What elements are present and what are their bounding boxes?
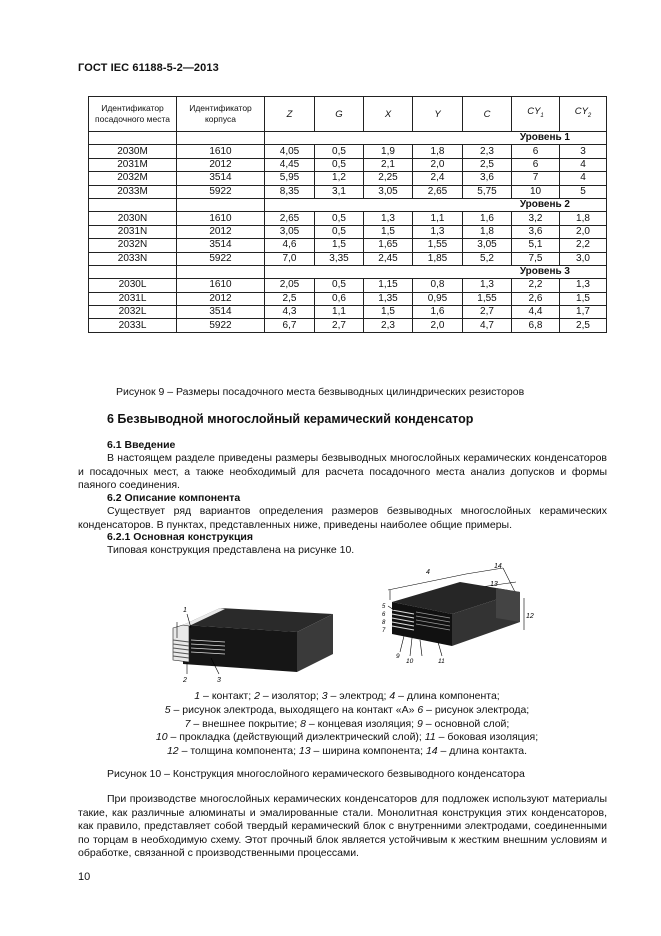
table-cell: 1,5 <box>364 225 413 238</box>
table-cell: 0,5 <box>315 212 364 225</box>
level-blank-cell <box>177 265 265 278</box>
table-cell: 2,4 <box>413 172 463 185</box>
table-cell: 1,3 <box>560 279 607 292</box>
figure-10-caption: Рисунок 10 – Конструкция многослойного керамического безвыводного конденсатора <box>107 768 525 780</box>
table-cell: 4,6 <box>265 239 315 252</box>
table-cell: 7,0 <box>265 252 315 265</box>
header-z: Z <box>265 97 315 132</box>
table-cell: 1,1 <box>413 212 463 225</box>
capacitor-illustration-left <box>165 600 340 685</box>
table-cell: 3,6 <box>512 225 560 238</box>
figure-10-legend <box>112 690 582 759</box>
fig10-label-6: 6 <box>382 612 386 618</box>
table-cell: 1610 <box>177 279 265 292</box>
legend-line <box>112 690 582 704</box>
fig10-label-13: 13 <box>490 581 498 588</box>
table-cell: 2033N <box>89 252 177 265</box>
table-cell: 1,55 <box>413 239 463 252</box>
table-cell: 2,0 <box>413 319 463 332</box>
level-label: Уровень 2 <box>265 198 607 211</box>
table-cell: 0,6 <box>315 292 364 305</box>
table-row <box>89 252 607 265</box>
fig10-label-10: 10 <box>406 658 414 665</box>
level-blank-cell <box>89 132 177 145</box>
table-cell: 0,8 <box>413 279 463 292</box>
table-cell: 2031N <box>89 225 177 238</box>
table-cell: 0,5 <box>315 158 364 171</box>
table-cell: 0,5 <box>315 279 364 292</box>
legend-text: – электрод; <box>327 690 390 702</box>
table-cell: 3,1 <box>315 185 364 198</box>
legend-number: 3 <box>321 690 328 702</box>
table-cell: 7 <box>512 172 560 185</box>
table-cell: 2032L <box>89 306 177 319</box>
table-cell: 2030L <box>89 279 177 292</box>
legend-text: – толщина компонента; <box>178 745 299 758</box>
table-cell: 10 <box>512 185 560 198</box>
legend-text: – длина контакта. <box>437 745 528 758</box>
table-cell: 1610 <box>177 212 265 225</box>
table-cell: 1,8 <box>463 225 512 238</box>
legend-number: 7 <box>184 717 191 730</box>
table-cell: 6 <box>512 158 560 171</box>
legend-text: – контакт; <box>200 690 255 702</box>
table-cell: 2,5 <box>560 319 607 332</box>
legend-number: 6 <box>417 703 424 716</box>
table-cell: 7,5 <box>512 252 560 265</box>
table-row <box>89 279 607 292</box>
table-row <box>89 158 607 171</box>
legend-text: – прокладка (действующий диэлектрический слой); <box>167 731 425 744</box>
table-cell: 1,35 <box>364 292 413 305</box>
table-cell: 2012 <box>177 158 265 171</box>
legend-text: – внешнее покрытие; <box>190 717 301 730</box>
table-cell: 4,7 <box>463 319 512 332</box>
table-row <box>89 212 607 225</box>
legend-text: – рисунок электрода, выходящего на контакт «А» <box>170 703 418 716</box>
table-cell: 4,05 <box>265 145 315 158</box>
table-cell: 5 <box>560 185 607 198</box>
table-row <box>89 185 607 198</box>
table-cell: 5,75 <box>463 185 512 198</box>
table-row <box>89 225 607 238</box>
table-cell: 6,8 <box>512 319 560 332</box>
table-cell: 5,95 <box>265 172 315 185</box>
fig10-label-5: 5 <box>382 604 386 610</box>
legend-number: 9 <box>416 717 423 730</box>
fig10-label-9: 9 <box>396 653 400 660</box>
legend-number: 12 <box>166 745 179 758</box>
legend-line <box>112 731 582 745</box>
fig10-label-14: 14 <box>494 563 502 570</box>
section-6-1-title: 6.1 Введение <box>107 439 176 451</box>
header-c: C <box>463 97 512 132</box>
section-6-2-1-text: Типовая конструкция представлена на рисунке 10. <box>107 544 355 556</box>
table-cell: 2,65 <box>413 185 463 198</box>
table-cell: 1,15 <box>364 279 413 292</box>
header-footprint-id: Идентификатор посадочного места <box>89 97 177 132</box>
table-cell: 3,05 <box>265 225 315 238</box>
level-blank-cell <box>177 132 265 145</box>
table-cell: 4,45 <box>265 158 315 171</box>
table-cell: 1,8 <box>413 145 463 158</box>
table-cell: 2033L <box>89 319 177 332</box>
table-cell: 2,25 <box>364 172 413 185</box>
fig10-left-label-3: 3 <box>217 677 221 684</box>
table-cell: 2,05 <box>265 279 315 292</box>
table-row <box>89 292 607 305</box>
table-cell: 2012 <box>177 225 265 238</box>
level-blank-cell <box>89 265 177 278</box>
table-cell: 0,5 <box>315 145 364 158</box>
table-row <box>89 239 607 252</box>
table-cell: 4 <box>560 158 607 171</box>
table-cell: 2,7 <box>463 306 512 319</box>
table-cell: 3,2 <box>512 212 560 225</box>
table-cell: 2,7 <box>315 319 364 332</box>
table-cell: 3,05 <box>463 239 512 252</box>
fig10-label-7: 7 <box>382 628 386 634</box>
table-cell: 1,6 <box>413 306 463 319</box>
table-cell: 1,85 <box>413 252 463 265</box>
table-cell: 3514 <box>177 239 265 252</box>
table-row <box>89 319 607 332</box>
legend-number: 10 <box>155 731 168 744</box>
table-cell: 1,5 <box>315 239 364 252</box>
table-cell: 2,3 <box>364 319 413 332</box>
table-cell: 6 <box>512 145 560 158</box>
table-cell: 6,7 <box>265 319 315 332</box>
legend-line <box>112 745 582 759</box>
table-row <box>89 145 607 158</box>
header-cy1: $CY_1$ <box>512 97 560 132</box>
table-cell: 1,3 <box>413 225 463 238</box>
level-row <box>89 198 607 211</box>
table-cell: 2032M <box>89 172 177 185</box>
table-cell: 3,6 <box>463 172 512 185</box>
table-cell: 1,55 <box>463 292 512 305</box>
section-6-title: 6 Безвыводной многослойный керамический конденсатор <box>107 412 474 426</box>
header-y: Y <box>413 97 463 132</box>
header-package-id: Идентификатор корпуса <box>177 97 265 132</box>
legend-text: – длина компонента; <box>395 690 500 702</box>
legend-number: 1 <box>194 690 201 702</box>
table-cell: 5922 <box>177 319 265 332</box>
section-6-2-title: 6.2 Описание компонента <box>107 492 241 504</box>
table-cell: 4,4 <box>512 306 560 319</box>
header-cy2: $CY_2$ <box>560 97 607 132</box>
fig10-label-8: 8 <box>382 620 386 626</box>
level-label: Уровень 1 <box>265 132 607 145</box>
table-cell: 3514 <box>177 306 265 319</box>
level-blank-cell <box>177 198 265 211</box>
table-cell: 8,35 <box>265 185 315 198</box>
fig10-label-11: 11 <box>438 658 445 665</box>
fig10-left-label-2: 2 <box>183 677 187 684</box>
table-row <box>89 172 607 185</box>
table-cell: 1,9 <box>364 145 413 158</box>
table-cell: 1,7 <box>560 306 607 319</box>
section-6-2-1-title: 6.2.1 Основная конструкция <box>107 531 253 543</box>
legend-line <box>112 704 582 718</box>
legend-number: 11 <box>424 731 436 744</box>
legend-text: – боковая изоляция; <box>435 731 539 744</box>
legend-number: 4 <box>389 690 396 702</box>
table-cell: 2030N <box>89 212 177 225</box>
table-cell: 0,5 <box>315 225 364 238</box>
table-cell: 3,05 <box>364 185 413 198</box>
table-cell: 2,5 <box>463 158 512 171</box>
legend-number: 13 <box>298 745 311 758</box>
legend-text: – концевая изоляция; <box>305 717 417 730</box>
table-cell: 5922 <box>177 252 265 265</box>
figure-9-caption: Рисунок 9 – Размеры посадочного места безвыводных цилиндрических резисторов <box>116 386 525 398</box>
table-cell: 1,1 <box>315 306 364 319</box>
table-cell: 1,5 <box>364 306 413 319</box>
legend-text: – ширина компонента; <box>310 745 426 758</box>
table-cell: 1,3 <box>463 279 512 292</box>
table-cell: 3,0 <box>560 252 607 265</box>
capacitor-illustration-right <box>378 560 538 675</box>
table-cell: 5,1 <box>512 239 560 252</box>
legend-number: 8 <box>300 717 306 730</box>
table-cell: 2,45 <box>364 252 413 265</box>
level-row <box>89 132 607 145</box>
level-label: Уровень 3 <box>265 265 607 278</box>
table-cell: 2033M <box>89 185 177 198</box>
table-cell: 3514 <box>177 172 265 185</box>
table-cell: 2,2 <box>512 279 560 292</box>
level-row <box>89 265 607 278</box>
table-cell: 2012 <box>177 292 265 305</box>
legend-text: – основной слой; <box>422 717 510 730</box>
legend-number: 14 <box>425 745 438 758</box>
table-cell: 2030M <box>89 145 177 158</box>
section-6-1-text: В настоящем разделе приведены размеры безвыводных многослойных керамических конденсаторов и посадочных мест, а также необходимый для расчета посадочного места анализ допусков и формы паяного соединения. <box>78 452 607 491</box>
fig10-label-4: 4 <box>426 569 430 576</box>
legend-line <box>112 718 582 732</box>
table-cell: 2,6 <box>512 292 560 305</box>
table-cell: 1610 <box>177 145 265 158</box>
legend-text: – изолятор; <box>259 690 322 702</box>
table-cell: 4 <box>560 172 607 185</box>
table-cell: 5,2 <box>463 252 512 265</box>
page-number: 10 <box>78 871 91 883</box>
table-cell: 1,3 <box>364 212 413 225</box>
table-cell: 1,65 <box>364 239 413 252</box>
legend-text: – рисунок электрода; <box>423 703 530 716</box>
table-cell: 5922 <box>177 185 265 198</box>
final-paragraph: При производстве многослойных керамических конденсаторов для подложек используют материалы такие, как различные алюминаты и эмалированные стали. Монолитная конструкция этих конденсаторов, как правило, представляет собой твердый керамический блок с внутренними электродами, соединенными по торцам в необходимую схему. Этот прочный блок является устойчивым к жестким внешним условиям и обработке, связанной с производственными процессами. <box>78 793 607 859</box>
footprint-dimensions-table <box>88 96 607 333</box>
table-cell: 2,3 <box>463 145 512 158</box>
table-cell: 2031M <box>89 158 177 171</box>
document-header: ГОСТ IEC 61188-5-2—2013 <box>78 62 219 74</box>
table-cell: 1,5 <box>560 292 607 305</box>
table-cell: 2031L <box>89 292 177 305</box>
table-cell: 3 <box>560 145 607 158</box>
table-cell: 2,1 <box>364 158 413 171</box>
legend-number: 5 <box>164 703 171 716</box>
table-cell: 0,95 <box>413 292 463 305</box>
table-cell: 2,0 <box>413 158 463 171</box>
table-cell: 2,5 <box>265 292 315 305</box>
fig10-label-12: 12 <box>526 613 534 620</box>
table-cell: 2,0 <box>560 225 607 238</box>
table-cell: 2,2 <box>560 239 607 252</box>
level-blank-cell <box>89 198 177 211</box>
table-cell: 1,8 <box>560 212 607 225</box>
header-x: X <box>364 97 413 132</box>
legend-number: 2 <box>254 690 260 702</box>
table-cell: 2032N <box>89 239 177 252</box>
section-6-2-text: Существует ряд вариантов определения размеров безвыводных многослойных керамических конденсаторов. В пунктах, представленных ниже, приведены наиболее общие примеры. <box>78 505 607 531</box>
table-row <box>89 306 607 319</box>
table-body <box>89 132 607 333</box>
table-cell: 1,6 <box>463 212 512 225</box>
table-cell: 2,65 <box>265 212 315 225</box>
table-cell: 4,3 <box>265 306 315 319</box>
fig10-left-label-1: 1 <box>183 607 187 614</box>
header-g: G <box>315 97 364 132</box>
table-cell: 1,2 <box>315 172 364 185</box>
table-cell: 3,35 <box>315 252 364 265</box>
